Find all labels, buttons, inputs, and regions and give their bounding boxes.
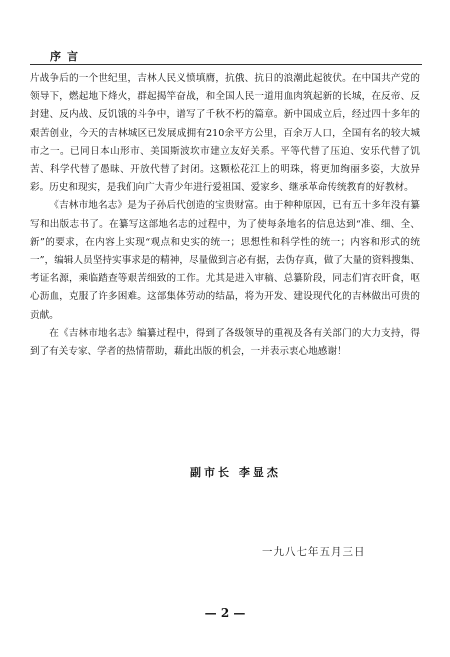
preface-body — [30, 70, 420, 361]
paragraph: 在《吉林市地名志》编纂过程中，得到了各级领导的重视及各有关部门的大力支持，得到了有关专家、学者的热情帮助，藉此出版的机会，一并表示衷心地感谢！ — [30, 327, 420, 358]
date-line: 一九八七年五月三日 — [262, 546, 366, 558]
page-header — [30, 50, 422, 65]
page-number: — 2 — — [204, 606, 246, 620]
page-title: 序言 — [50, 50, 84, 63]
paragraph: 《吉林市地名志》是为子孙后代创造的宝贵财富。由于种种原因，已有五十多年没有纂写和出版志书了。在纂写这部地名志的过程中，为了使每条地名的信息达到“准、细、全、新”的要求，在内容上实现“观点和史实的统一；思想性和科学性的统一；内容和形式的统一”，编辑人员坚持实事求是的精神，尽量做到言必有据，去伪存真，做了大量的资料搜集、考证名源，乘临踏查等艰苦细致的工作。尤其是进入审稿、总纂阶段，同志们宵衣旰食，呕心沥血，克服了许多困难。这部集体劳动的结晶，将为开发、建设现代化的吉林做出可贵的贡献。 — [30, 200, 420, 321]
signature: 副市长 李显杰 — [190, 466, 281, 479]
paragraph: 片战争后的一个世纪里，吉林人民义愤填膺，抗俄、抗日的浪潮此起彼伏。在中国共产党的领导下，燃起地下烽火，群起揭竿奋战，和全国人民一道用血肉筑起新的长城，在反帝、反封建、反内战、反饥饿的斗争中，谱写了千秋不朽的篇章。新中国成立后，经过四十多年的艰苦创业，今天的吉林城区已发展成拥有210余平方公里，百余万人口，全国有名的较大城市之一。已同日本山形市、美国斯波坎市建立友好关系。平等代替了压迫、安乐代替了饥苦、科学代替了愚昧、开放代替了封闭。这颗松花江上的明珠，将更加绚丽多姿，大放异彩。历史和现实，是我们向广大青少年进行爱祖国、爱家乡、继承革命传统教育的好教材。 — [30, 73, 420, 194]
